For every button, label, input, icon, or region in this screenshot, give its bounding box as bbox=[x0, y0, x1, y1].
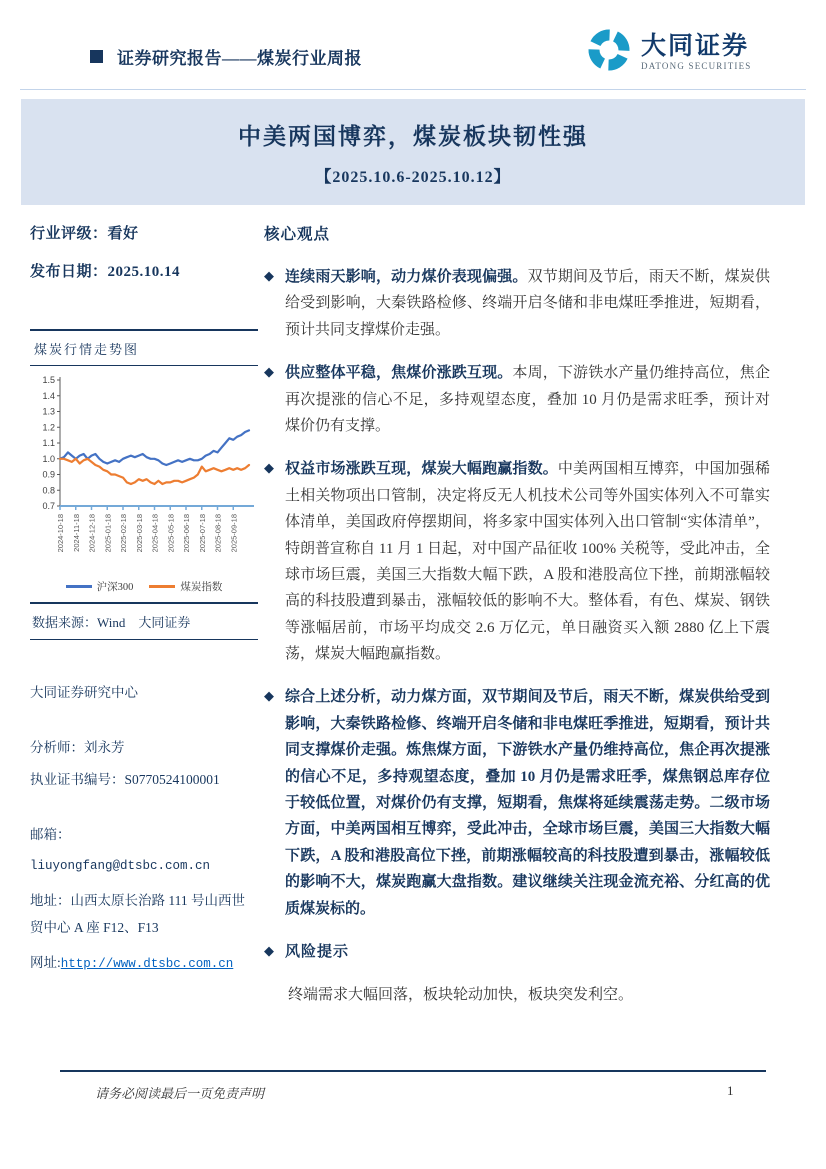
license-number: 执业证书编号：S0770524100001 bbox=[30, 772, 220, 788]
legend-label: 煤炭指数 bbox=[180, 582, 223, 593]
svg-text:2024-12-18: 2024-12-18 bbox=[87, 514, 97, 553]
website-label: 网址: bbox=[30, 955, 61, 971]
legend-item bbox=[149, 579, 222, 594]
brand-name-cn: 大同证券 bbox=[641, 32, 750, 60]
svg-text:2025-08-18: 2025-08-18 bbox=[213, 514, 223, 553]
svg-text:0.9: 0.9 bbox=[42, 469, 55, 480]
report-title: 中美两国博弈，煤炭板块韧性强 bbox=[238, 124, 588, 149]
bullet-item bbox=[264, 264, 770, 343]
bullet-diamond-icon: ◆ bbox=[264, 364, 274, 380]
analyst-name: 分析师：刘永芳 bbox=[30, 739, 125, 755]
pinwheel-logo-icon bbox=[585, 26, 633, 79]
bullet-item bbox=[264, 684, 770, 922]
bullet-text: 综合上述分析，动力煤方面，双节期间及节后，雨天不断，煤炭供给受到影响，大秦铁路检修、终端开启冬储和非电煤旺季推进，短期看，预计共同支撑煤价走强。炼焦煤方面，下游铁水产量仍维持高位，焦企再次提涨的信心不足，多持观望态度，叠加 10 月仍是需求旺季，煤焦钢总库存位于较低位置，对煤价仍有支撑，短期看，焦煤将延续震荡走势。二级市场方面，中美两国相互博弈，受此冲击，全球市场巨震，美国三大指数大幅下跌，A 股和港股高位下挫，前期涨幅较高的科技股遭到暴击，涨幅较低的影响不大，煤炭跑赢大盘指数。建议继续关注现金流充裕、分红高的优质煤炭标的。 bbox=[285, 689, 770, 917]
svg-text:1.1: 1.1 bbox=[42, 438, 55, 448]
page-number: 1 bbox=[727, 1083, 734, 1098]
svg-text:2025-01-18: 2025-01-18 bbox=[103, 514, 113, 553]
svg-text:1.4: 1.4 bbox=[42, 390, 55, 401]
legend-item bbox=[66, 579, 134, 594]
bullet-item bbox=[264, 456, 770, 667]
svg-text:2025-09-18: 2025-09-18 bbox=[229, 514, 239, 553]
trend-chart-svg bbox=[30, 372, 256, 572]
publish-date: 发布日期：2025.10.14 bbox=[30, 264, 181, 280]
main-content bbox=[264, 222, 770, 1009]
website-row bbox=[30, 952, 258, 974]
company-logo bbox=[585, 26, 752, 79]
chart-caption: 煤炭行情走势图 bbox=[30, 329, 258, 366]
brand-name-en: DATONG SECURITIES bbox=[641, 60, 752, 71]
svg-text:2024-10-18: 2024-10-18 bbox=[56, 514, 65, 553]
svg-text:2024-11-18: 2024-11-18 bbox=[71, 514, 81, 552]
data-source: 数据来源：Wind 大同证券 bbox=[30, 602, 258, 640]
svg-text:2025-07-18: 2025-07-18 bbox=[197, 514, 207, 553]
svg-text:1.3: 1.3 bbox=[42, 406, 55, 417]
bullet-diamond-icon: ◆ bbox=[264, 942, 274, 958]
legend-swatch bbox=[66, 585, 92, 588]
email-label: 邮箱： bbox=[30, 826, 71, 842]
trend-chart bbox=[30, 366, 258, 594]
email-address: liuyongfang@dtsbc.com.cn bbox=[30, 859, 211, 874]
website-link[interactable]: http://www.dtsbc.com.cn bbox=[60, 957, 234, 972]
square-bullet-icon bbox=[90, 50, 103, 63]
footer-divider bbox=[60, 1070, 766, 1072]
bullet-text: 供应整体平稳，焦煤价涨跌互现。本周，下游铁水产量仍维持高位，焦企再次提涨的信心不足，多持观望态度，叠加 10 月仍是需求旺季，预计对煤价仍有支撑。 bbox=[285, 365, 770, 434]
report-type-header bbox=[90, 44, 362, 69]
svg-text:1.0: 1.0 bbox=[42, 453, 55, 464]
svg-text:2025-05-18: 2025-05-18 bbox=[166, 514, 176, 553]
office-address: 地址：山西太原长治路 111 号山西世贸中心 A 座 F12、F13 bbox=[30, 893, 245, 936]
chart-legend bbox=[30, 579, 258, 594]
svg-text:1.2: 1.2 bbox=[42, 422, 55, 433]
risk-section bbox=[264, 939, 770, 965]
bullet-item bbox=[264, 360, 770, 439]
header-divider bbox=[20, 89, 806, 90]
svg-text:0.7: 0.7 bbox=[42, 501, 55, 511]
svg-text:2025-04-18: 2025-04-18 bbox=[150, 514, 160, 553]
research-center: 大同证券研究中心 bbox=[30, 685, 138, 700]
svg-text:0.8: 0.8 bbox=[42, 485, 55, 496]
core-views-title: 核心观点 bbox=[264, 226, 331, 243]
bullet-text: 连续雨天影响，动力煤价表现偏强。双节期间及节后，雨天不断，煤炭供给受到影响，大秦铁路检修、终端开启冬储和非电煤旺季推进，短期看，预计共同支撑煤价走强。 bbox=[285, 269, 770, 338]
footer-disclaimer: 请务必阅读最后一页免责声明 bbox=[95, 1086, 265, 1101]
contact-info bbox=[30, 682, 258, 974]
svg-text:2025-02-18: 2025-02-18 bbox=[119, 514, 128, 553]
report-date-range: 【2025.10.6-2025.10.12】 bbox=[315, 169, 511, 186]
sidebar bbox=[30, 222, 258, 985]
title-band bbox=[21, 99, 805, 205]
bullet-diamond-icon: ◆ bbox=[264, 268, 274, 283]
bullets bbox=[264, 264, 770, 922]
svg-text:2025-06-18: 2025-06-18 bbox=[182, 514, 191, 553]
legend-label: 沪深300 bbox=[96, 582, 134, 593]
svg-text:1.5: 1.5 bbox=[42, 375, 55, 385]
legend-swatch bbox=[149, 585, 175, 588]
bullet-diamond-icon: ◆ bbox=[264, 460, 274, 476]
bullet-text: 权益市场涨跌互现，煤炭大幅跑赢指数。中美两国相互博弈，中国加强稀土相关物项出口管制，决定将反无人机技术公司等外国实体列入不可靠实体清单，美国政府停摆期间，将多家中国实体列入出口管制“实体清单”，特朗普宣称自 11 月 1 日起，对中国产品征收 100% 关税等，受此冲击，全球市场巨震，美国三大指数大幅下跌，A 股和港股高位下挫，前期涨幅较高的科技股遭到暴击，涨幅较低的影响不大。整体看，有色、煤炭、钢铁等涨幅居前，市场平均成交 2.6 万亿元，单日融资买入额 2880 亿上下震荡，煤炭大幅跑赢指数。 bbox=[285, 461, 770, 663]
report-type-label: 证券研究报告——煤炭行业周报 bbox=[117, 49, 362, 68]
industry-rating: 行业评级：看好 bbox=[30, 226, 139, 242]
risk-body: 终端需求大幅回落，板块轮动加快，板块突发利空。 bbox=[288, 987, 634, 1004]
svg-text:2025-03-18: 2025-03-18 bbox=[134, 514, 144, 553]
risk-title: 风险提示 bbox=[285, 943, 350, 960]
bullet-diamond-icon: ◆ bbox=[264, 688, 274, 704]
